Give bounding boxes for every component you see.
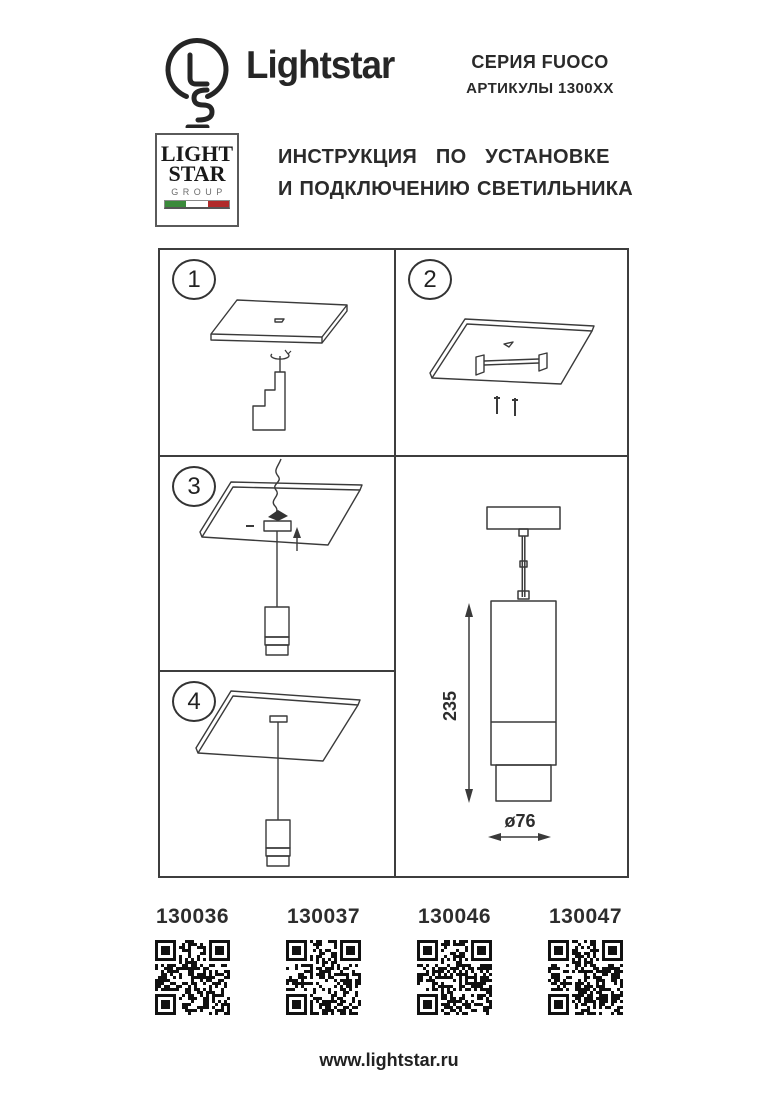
badge-light: LIGHT (160, 141, 234, 166)
article-list (127, 905, 651, 1020)
step-2-number: 2 (408, 259, 452, 300)
series-name: СЕРИЯ FUOCO (471, 52, 609, 72)
page-title (278, 146, 638, 201)
article-item (389, 905, 520, 1020)
article-item (127, 905, 258, 1020)
step-4-panel (160, 672, 394, 876)
qr-code (155, 940, 230, 1015)
bulb-icon (150, 28, 245, 128)
badge-group: GROUP (171, 187, 227, 197)
series-articles: АРТИКУЛЫ 1300XX (466, 80, 614, 97)
article-item (258, 905, 389, 1020)
brand-wordmark: Lightstar (246, 44, 395, 87)
qr-code (286, 940, 361, 1015)
product-dimensions-panel (396, 457, 627, 876)
grid-left-column (160, 250, 396, 876)
badge-star: STAR (168, 161, 226, 186)
title-line-2: И ПОДКЛЮЧЕНИЮ СВЕТИЛЬНИКА (278, 178, 634, 200)
lightstar-logo (150, 28, 395, 128)
grid-right-column (396, 250, 627, 876)
instruction-grid (158, 248, 629, 878)
article-code: 130036 (155, 905, 230, 928)
diameter-dimension-label: ø76 (504, 811, 536, 831)
step-3-panel (160, 457, 394, 672)
italian-flag-stripe (164, 200, 230, 209)
article-code: 130037 (286, 905, 361, 928)
step-4-number: 4 (172, 681, 216, 722)
dimension-drawing (396, 457, 625, 876)
qr-code (548, 940, 623, 1015)
height-dimension-label: 235 (440, 690, 460, 722)
step-1-panel (160, 250, 394, 457)
lightstar-group-badge (155, 133, 239, 227)
title-line-1: ИНСТРУКЦИЯ ПО УСТАНОВКЕ (278, 146, 610, 168)
series-block (442, 52, 638, 97)
step-1-number: 1 (172, 259, 216, 300)
step-2-panel (396, 250, 627, 457)
qr-code (417, 940, 492, 1015)
article-code: 130047 (548, 905, 623, 928)
step-3-number: 3 (172, 466, 216, 507)
article-code: 130046 (417, 905, 492, 928)
article-item (520, 905, 651, 1020)
website-url: www.lightstar.ru (319, 1050, 459, 1070)
